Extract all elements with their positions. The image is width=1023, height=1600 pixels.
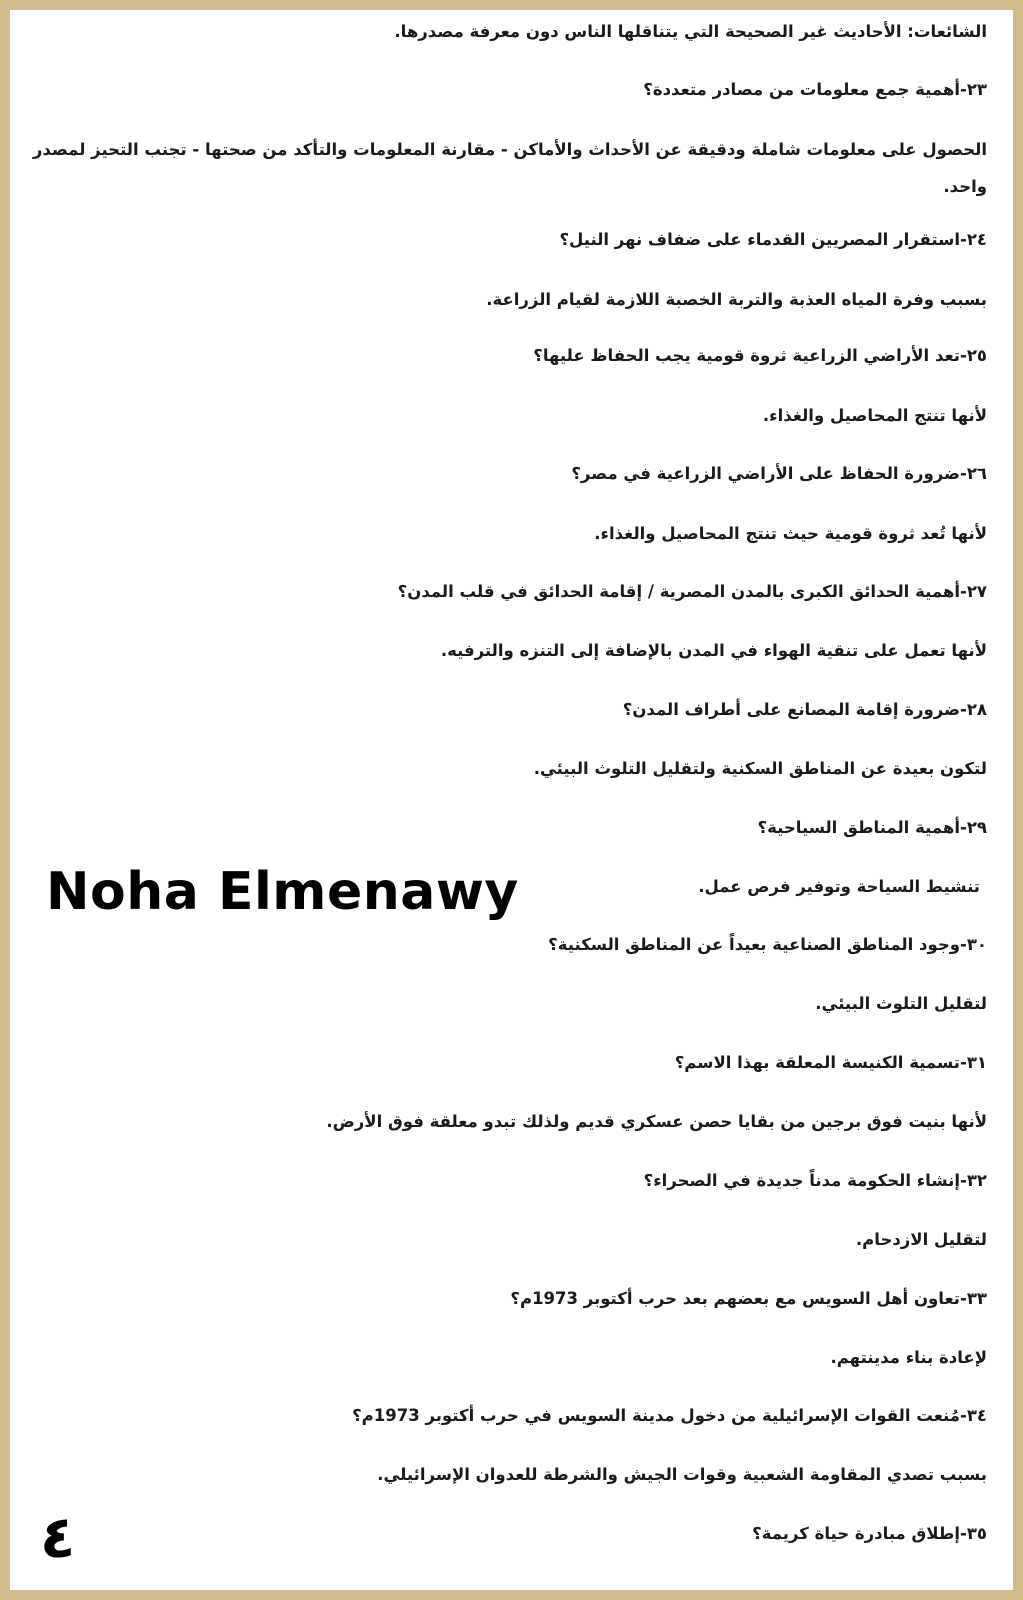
question-line: ٢٥-تعد الأراضي الزراعية ثروة قومية يجب الحفاظ عليها؟ bbox=[533, 346, 987, 365]
text-line: الشائعات: الأحاديث غير الصحيحة التي يتناقلها الناس دون معرفة مصدرها. bbox=[394, 22, 987, 41]
question-line: ٣٣-تعاون أهل السويس مع بعضهم بعد حرب أكتوبر 1973م؟ bbox=[510, 1289, 987, 1308]
answer-line: تنشيط السياحة وتوفير فرص عمل. bbox=[698, 877, 980, 896]
question-line: ٢٣-أهمية جمع معلومات من مصادر متعددة؟ bbox=[643, 80, 987, 99]
answer-line: لتقليل التلوث البيئي. bbox=[815, 994, 987, 1013]
question-line: ٣٠-وجود المناطق الصناعية بعيداً عن المناطق السكنية؟ bbox=[548, 935, 987, 954]
question-line: ٢٧-أهمية الحدائق الكبرى بالمدن المصرية / إقامة الحدائق في قلب المدن؟ bbox=[397, 582, 987, 601]
answer-line: لإعادة بناء مدينتهم. bbox=[830, 1348, 987, 1367]
answer-line: الحصول على معلومات شاملة ودقيقة عن الأحداث والأماكن - مقارنة المعلومات والتأكد من صحتها - تجنب التحيز لمصدر واحد. bbox=[32, 140, 987, 196]
question-line: ٣٤-مُنعت القوات الإسرائيلية من دخول مدينة السويس في حرب أكتوبر 1973م؟ bbox=[352, 1406, 987, 1425]
answer-line: لتكون بعيدة عن المناطق السكنية ولتقليل التلوث البيئي. bbox=[533, 759, 987, 778]
answer-line: لتقليل الازدحام. bbox=[855, 1230, 987, 1249]
answer-line: لأنها تعمل على تنقية الهواء في المدن بالإضافة إلى التنزه والترفيه. bbox=[440, 641, 987, 660]
question-line: ٢٩-أهمية المناطق السياحية؟ bbox=[757, 818, 987, 837]
question-line: ٢٨-ضرورة إقامة المصانع على أطراف المدن؟ bbox=[622, 700, 987, 719]
question-line: ٣١-تسمية الكنيسة المعلقة بهذا الاسم؟ bbox=[674, 1053, 987, 1072]
question-line: ٢٤-استقرار المصريين القدماء على ضفاف نهر النيل؟ bbox=[559, 230, 987, 249]
answer-line: لأنها بنيت فوق برجين من بقايا حصن عسكري قديم ولذلك تبدو معلقة فوق الأرض. bbox=[326, 1112, 987, 1131]
answer-line: بسبب وفرة المياه العذبة والتربة الخصبة اللازمة لقيام الزراعة. bbox=[486, 290, 987, 309]
question-line: ٣٢-إنشاء الحكومة مدناً جديدة في الصحراء؟ bbox=[643, 1171, 987, 1190]
question-line: ٢٦-ضرورة الحفاظ على الأراضي الزراعية في مصر؟ bbox=[571, 464, 987, 483]
answer-line: لأنها تُعد ثروة قومية حيث تنتج المحاصيل والغذاء. bbox=[594, 524, 987, 543]
answer-line: لأنها تنتج المحاصيل والغذاء. bbox=[762, 406, 987, 425]
page-number: ٤ bbox=[40, 1503, 76, 1571]
question-line: ٣٥-إطلاق مبادرة حياة كريمة؟ bbox=[752, 1524, 987, 1543]
answer-line: بسبب تصدي المقاومة الشعبية وقوات الجيش والشرطة للعدوان الإسرائيلي. bbox=[377, 1465, 987, 1484]
author-watermark: Noha Elmenawy bbox=[46, 862, 519, 922]
